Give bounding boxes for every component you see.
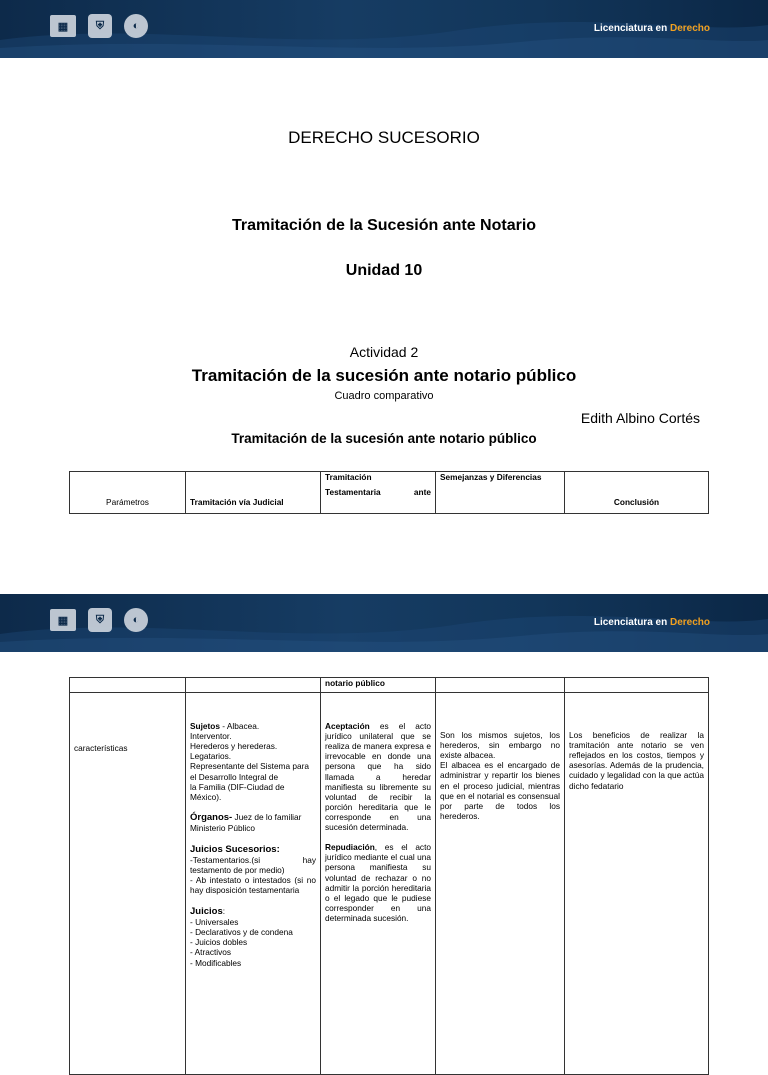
header-testamentaria-line2: Testamentaria ante bbox=[325, 487, 431, 498]
header-testamentaria-line1: Tramitación bbox=[325, 472, 372, 482]
header-judicial: Tramitación vía Judicial bbox=[186, 472, 321, 514]
comparison-table-header bbox=[69, 471, 709, 514]
header-parametros: Parámetros bbox=[70, 472, 186, 514]
shield-crest-icon: ⛨ bbox=[88, 608, 112, 632]
program-brand: Licenciatura en Derecho bbox=[593, 23, 710, 34]
header-banner bbox=[0, 0, 768, 58]
shield-crest-icon: ⛨ bbox=[88, 14, 112, 38]
activity-title: Tramitación de la sucesión ante notario público bbox=[191, 366, 577, 385]
document-type: Cuadro comparativo bbox=[334, 390, 434, 402]
header-conclusion: Conclusión bbox=[565, 472, 709, 514]
cell-conclusion: Los beneficios de realizar la tramitación ante notario se ven reflejados en los costos, tiempos y asesorías. Además de la prudencia, cuidado y legalidad con la que actúa dicho fedatario bbox=[565, 693, 709, 1075]
institute-logo-icon: ◐ bbox=[124, 608, 148, 632]
topic-title: Tramitación de la Sucesión ante Notario bbox=[231, 217, 537, 234]
header-banner-page2 bbox=[0, 594, 768, 652]
program-brand: Licenciatura en Derecho bbox=[593, 617, 710, 628]
unit-title: Unidad 10 bbox=[345, 262, 423, 279]
activity-label: Actividad 2 bbox=[349, 344, 419, 360]
cell-semejanzas: Son los mismos sujetos, los herederos, sin embargo no existe albacea. El albacea es el encargado de administrar y repartir los bienes en el proceso judicial, mientras que en el notarial es consensual por parte de todos los herederos. bbox=[436, 693, 565, 1075]
cell-parametro: características bbox=[70, 693, 186, 1075]
unam-crest-icon: ▦ bbox=[50, 609, 76, 631]
table-row bbox=[70, 693, 709, 1075]
header-testamentaria-line3: notario público bbox=[321, 678, 436, 693]
cell-judicial: Sujetos - Albacea. Interventor. Herederos y herederas. Legatarios. Representante del Sistema para el Desarrollo Integral de la Familia (DIF-Ciudad de México). Órganos- Juez de lo familiar Ministerio Público Juicios Sucesorios: -Testamentarios.(si hay testamento de por medio) - Ab intestato o intestados (si no hay disposición testamentaria Juicios: - Universales - Declarativos y de condena - Juicios dobles - Atractivos - Modificables bbox=[186, 693, 321, 1075]
institute-logo-icon: ◐ bbox=[124, 14, 148, 38]
comparison-table-body bbox=[69, 677, 709, 1075]
cell-testamentaria: Aceptación es el acto jurídico unilateral que se realiza de manera expresa e irrevocable en donde una persona que ha sido llamada a heredar manifiesta su libremente su voluntad de recibir la porción hereditaria que le corresponde en una sucesión determinada. Repudiación, es el acto jurídico mediante el cual una persona manifiesta su voluntad de rechazar o no admitir la porción hereditaria o el legado que le pudiese corresponder en una determinada sucesión. bbox=[321, 693, 436, 1075]
table-title: Tramitación de la sucesión ante notario público bbox=[231, 431, 537, 446]
table-header-continuation bbox=[70, 678, 709, 693]
subject-title: DERECHO SUCESORIO bbox=[288, 128, 480, 147]
logo-group bbox=[50, 608, 148, 632]
table-header-row bbox=[70, 472, 709, 514]
header-semejanzas: Semejanzas y Diferencias bbox=[436, 472, 565, 514]
unam-crest-icon: ▦ bbox=[50, 15, 76, 37]
logo-group bbox=[50, 14, 148, 38]
author-name: Edith Albino Cortés bbox=[580, 410, 700, 426]
header-testamentaria bbox=[321, 472, 436, 514]
